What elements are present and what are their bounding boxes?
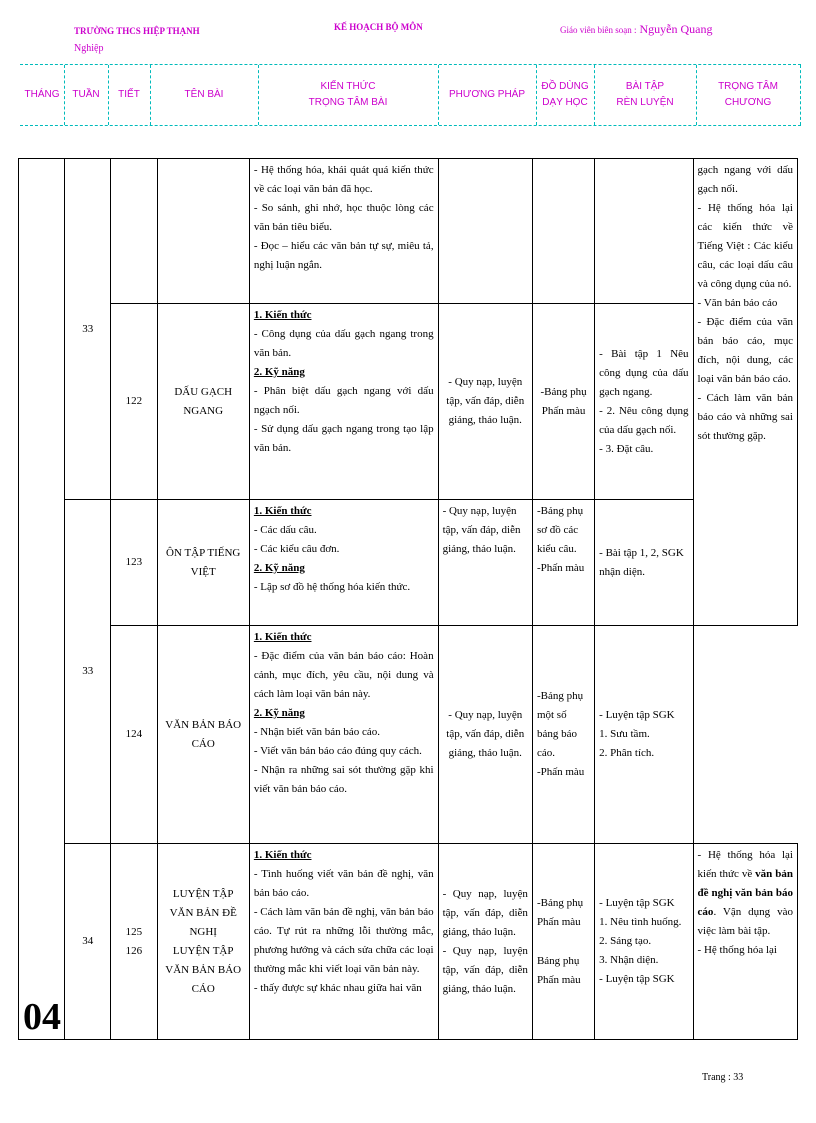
skill-heading: 2. Kỹ năng	[253, 366, 305, 378]
skill-line: - Nhận biết văn bản báo cáo.	[253, 726, 381, 738]
chapter-focus-text: . Vận dụng vào việc làm bài tập.	[697, 906, 793, 937]
col-header-do-dung-2: DẠY HỌC	[542, 97, 588, 108]
knowledge-cell	[249, 500, 438, 626]
col-header-phuong-phap: PHƯƠNG PHÁP	[448, 89, 525, 100]
knowledge-line: - Các dấu câu.	[253, 524, 317, 536]
knowledge-heading: 1. Kiến thức	[253, 631, 312, 643]
col-header-ten-bai: TÊN BÀI	[184, 89, 224, 100]
skill-line: - Sử dụng dấu gạch ngang trong tạo lập văn bản.	[253, 423, 434, 454]
column-header-band	[20, 64, 801, 126]
period-cell: 123	[111, 500, 157, 626]
school-name	[74, 22, 200, 58]
exercise-cell	[595, 304, 693, 500]
exercise-line: 2. Sáng tạo.	[599, 935, 652, 947]
method-cell-empty	[438, 159, 532, 304]
tools-line: -Bảng phụ Phấn màu	[536, 896, 584, 928]
tools-line: -Phấn màu	[536, 766, 585, 778]
col-header-kien-thuc-1: KIẾN THỨC	[320, 81, 376, 92]
lesson-title: VĂN BẢN BÁO CÁO	[157, 626, 249, 844]
period-number: 126	[125, 944, 143, 957]
col-header-trong-tam	[696, 65, 800, 125]
month-cell	[19, 159, 65, 1040]
period-cell: 122	[111, 304, 157, 500]
table-row	[19, 304, 798, 500]
knowledge-line: - Tình huống viết văn bản đề nghị, văn bản báo cáo.	[253, 868, 434, 899]
chapter-focus-line: - Hệ thống hóa lại các kiến thức về Tiếng Việt : Các kiểu câu, các loại dấu câu và công dụng của nó.	[697, 202, 793, 290]
tools-cell	[532, 626, 594, 844]
chapter-focus-line: gạch ngang với dấu gạch nối.	[697, 164, 793, 195]
knowledge-cell	[249, 626, 438, 844]
exercise-line: - 2. Nêu công dụng của dấu gạch nối.	[599, 404, 689, 436]
knowledge-line: - Đọc – hiểu các văn bản tự sự, miêu tả, nghị luận ngắn.	[253, 240, 434, 271]
lesson-title-2: LUYỆN TẬP VĂN BẢN BÁO CÁO	[165, 944, 242, 995]
knowledge-cell	[249, 304, 438, 500]
method-cell	[438, 844, 532, 1040]
chapter-focus-cell-2	[693, 844, 797, 1040]
skill-line: - Phân biệt dấu gạch ngang với dấu ngạch nối.	[253, 385, 434, 416]
period-cell: 124	[111, 626, 157, 844]
knowledge-line: - Công dụng của dấu gạch ngang trong văn bản.	[253, 328, 434, 359]
knowledge-heading: 1. Kiến thức	[253, 849, 312, 861]
col-header-trong-tam-1: TRỌNG TÂM	[718, 81, 778, 92]
exercise-line: 2. Phân tích.	[599, 747, 655, 759]
skill-heading: 2. Kỹ năng	[253, 562, 305, 574]
method-cell: - Quy nạp, luyện tập, vấn đáp, diễn giảng, thảo luận.	[438, 626, 532, 844]
knowledge-heading: 1. Kiến thức	[253, 309, 312, 321]
tools-cell-empty	[532, 159, 594, 304]
period-cell-empty	[111, 159, 157, 304]
col-header-trong-tam-2: CHƯƠNG	[724, 97, 772, 108]
chapter-focus-line: - Đặc điểm của văn bản báo cáo, mục đích, nội dung, các loại văn bản báo cáo.	[697, 316, 793, 385]
exercise-line: 3. Nhận diện.	[599, 954, 659, 966]
skill-line: - Nhận ra những sai sót thường gặp khi viết văn bản báo cáo.	[253, 764, 434, 795]
lesson-title: ÔN TẬP TIẾNG VIỆT	[157, 500, 249, 626]
lesson-title-1: LUYỆN TẬP VĂN BẢN ĐỀ NGHỊ	[169, 887, 237, 938]
table-row	[19, 844, 798, 1040]
plan-title: KẾ HOẠCH BỘ MÔN	[334, 22, 423, 32]
exercise-line: 1. Nêu tình huống.	[599, 916, 682, 928]
exercise-line: - Luyện tập SGK	[599, 709, 675, 721]
col-header-do-dung-1: ĐỒ DÙNG	[541, 81, 589, 92]
col-header-bai-tap	[594, 65, 696, 125]
col-header-bai-tap-2: RÈN LUYỆN	[616, 97, 674, 108]
skill-heading: 2. Kỹ năng	[253, 707, 305, 719]
knowledge-line: - Cách làm văn bản đề nghị, văn bản báo cáo. Tự rút ra những lỗi thường mắc, phương hướng và cách sửa chữa các loại thường mắc khi viết loại văn bản này.	[253, 906, 434, 975]
period-number: 125	[125, 925, 143, 938]
method-cell: - Quy nạp, luyện tập, vấn đáp, diễn giảng, thảo luận.	[438, 500, 532, 626]
tools-line: -Phấn màu	[536, 562, 585, 574]
col-header-kien-thuc-2: TRỌNG TÂM BÀI	[308, 97, 388, 108]
table-row	[19, 159, 798, 304]
knowledge-line: - thấy được sự khác nhau giữa hai văn	[253, 982, 422, 994]
knowledge-cell	[249, 844, 438, 1040]
tools-line: Bảng phụ Phấn màu	[536, 954, 581, 986]
col-header-tuan: TUẦN	[72, 89, 100, 100]
col-header-bai-tap-1: BÀI TẬP	[625, 81, 665, 92]
exercise-cell	[595, 844, 693, 1040]
exercise-line: - Bài tập 1 Nêu công dụng của dấu gạch ngang.	[599, 347, 689, 398]
knowledge-line: - Hệ thống hóa, khái quát quá kiến thức về các loại văn bản đã học.	[253, 164, 434, 195]
knowledge-line: - So sánh, ghi nhớ, học thuộc lòng các văn bản tiêu biểu.	[253, 202, 434, 233]
col-header-do-dung	[536, 65, 594, 125]
chapter-focus-line: - Hệ thống hóa lại	[697, 944, 777, 956]
lesson-title: DẤU GẠCH NGANG	[157, 304, 249, 500]
school-line-2: Nghiệp	[74, 43, 104, 54]
tools-line: -Bảng phụ một số bảng báo cáo.	[536, 690, 584, 759]
knowledge-line: - Đặc điểm của văn bản báo cáo: Hoàn cảnh, mục đích, yêu cầu, nội dung và cách làm loại văn bản này.	[253, 650, 434, 700]
month-value: 04	[23, 996, 61, 1038]
week-cell-3: 34	[65, 844, 111, 1040]
method-line: - Quy nạp, luyện tập, vấn đáp, diễn giảng, thảo luận.	[442, 944, 528, 995]
knowledge-cell	[249, 159, 438, 304]
exercise-line: - 3. Đặt câu.	[599, 442, 654, 455]
teacher-name: Nguyễn Quang	[639, 22, 713, 36]
tools-cell	[532, 844, 594, 1040]
teacher-label: Giáo viên biên soạn :	[560, 25, 637, 35]
exercise-cell-empty	[595, 159, 693, 304]
lesson-cell-empty	[157, 159, 249, 304]
col-header-kien-thuc	[258, 65, 438, 125]
exercise-line: - Luyện tập SGK	[599, 897, 675, 909]
week-cell-1: 33	[65, 159, 111, 500]
table-row	[19, 626, 798, 844]
period-cell	[111, 844, 157, 1040]
col-header-thang: THÁNG	[24, 89, 60, 100]
skill-line: - Lập sơ đồ hệ thống hóa kiến thức.	[253, 581, 411, 593]
exercise-cell	[595, 626, 693, 844]
chapter-focus-bold: văn bản đề nghị văn bản báo cáo	[697, 868, 793, 918]
col-header-tiet: TIẾT	[118, 89, 140, 100]
method-cell: - Quy nạp, luyện tập, vấn đáp, diễn giảng, thảo luận.	[438, 304, 532, 500]
tools-cell: -Bảng phụ Phấn màu	[532, 304, 594, 500]
table-row	[19, 500, 798, 626]
chapter-focus-line: - Văn bản báo cáo	[697, 297, 778, 309]
knowledge-line: - Các kiểu câu đơn.	[253, 543, 340, 555]
chapter-focus-cell-1	[693, 159, 797, 626]
skill-line: - Viết văn bản báo cáo đúng quy cách.	[253, 745, 422, 757]
tools-line: -Bảng phụ sơ đồ các kiểu câu.	[536, 505, 584, 555]
exercise-line: 1. Sưu tầm.	[599, 728, 650, 740]
exercise-cell: - Bài tập 1, 2, SGK nhận diện.	[595, 500, 693, 626]
method-line: - Quy nạp, luyện tập, vấn đáp, diễn giảng, thảo luận.	[442, 887, 528, 938]
knowledge-heading: 1. Kiến thức	[253, 505, 312, 517]
page-number: Trang : 33	[702, 1072, 744, 1083]
chapter-focus-line	[698, 846, 793, 941]
exercise-line: - Luyện tập SGK	[599, 973, 675, 985]
teacher-info	[560, 22, 712, 37]
tools-cell	[532, 500, 594, 626]
week-cell-2: 33	[65, 500, 111, 844]
school-line-1: TRƯỜNG THCS HIỆP THẠNH	[74, 26, 200, 36]
lesson-plan-table	[18, 158, 798, 1040]
chapter-focus-text: - Hệ thống hóa lại kiến thức về	[697, 849, 793, 880]
lesson-title	[157, 844, 249, 1040]
chapter-focus-line: - Cách làm văn bản báo cáo và những sai sót thường gặp.	[697, 392, 793, 442]
